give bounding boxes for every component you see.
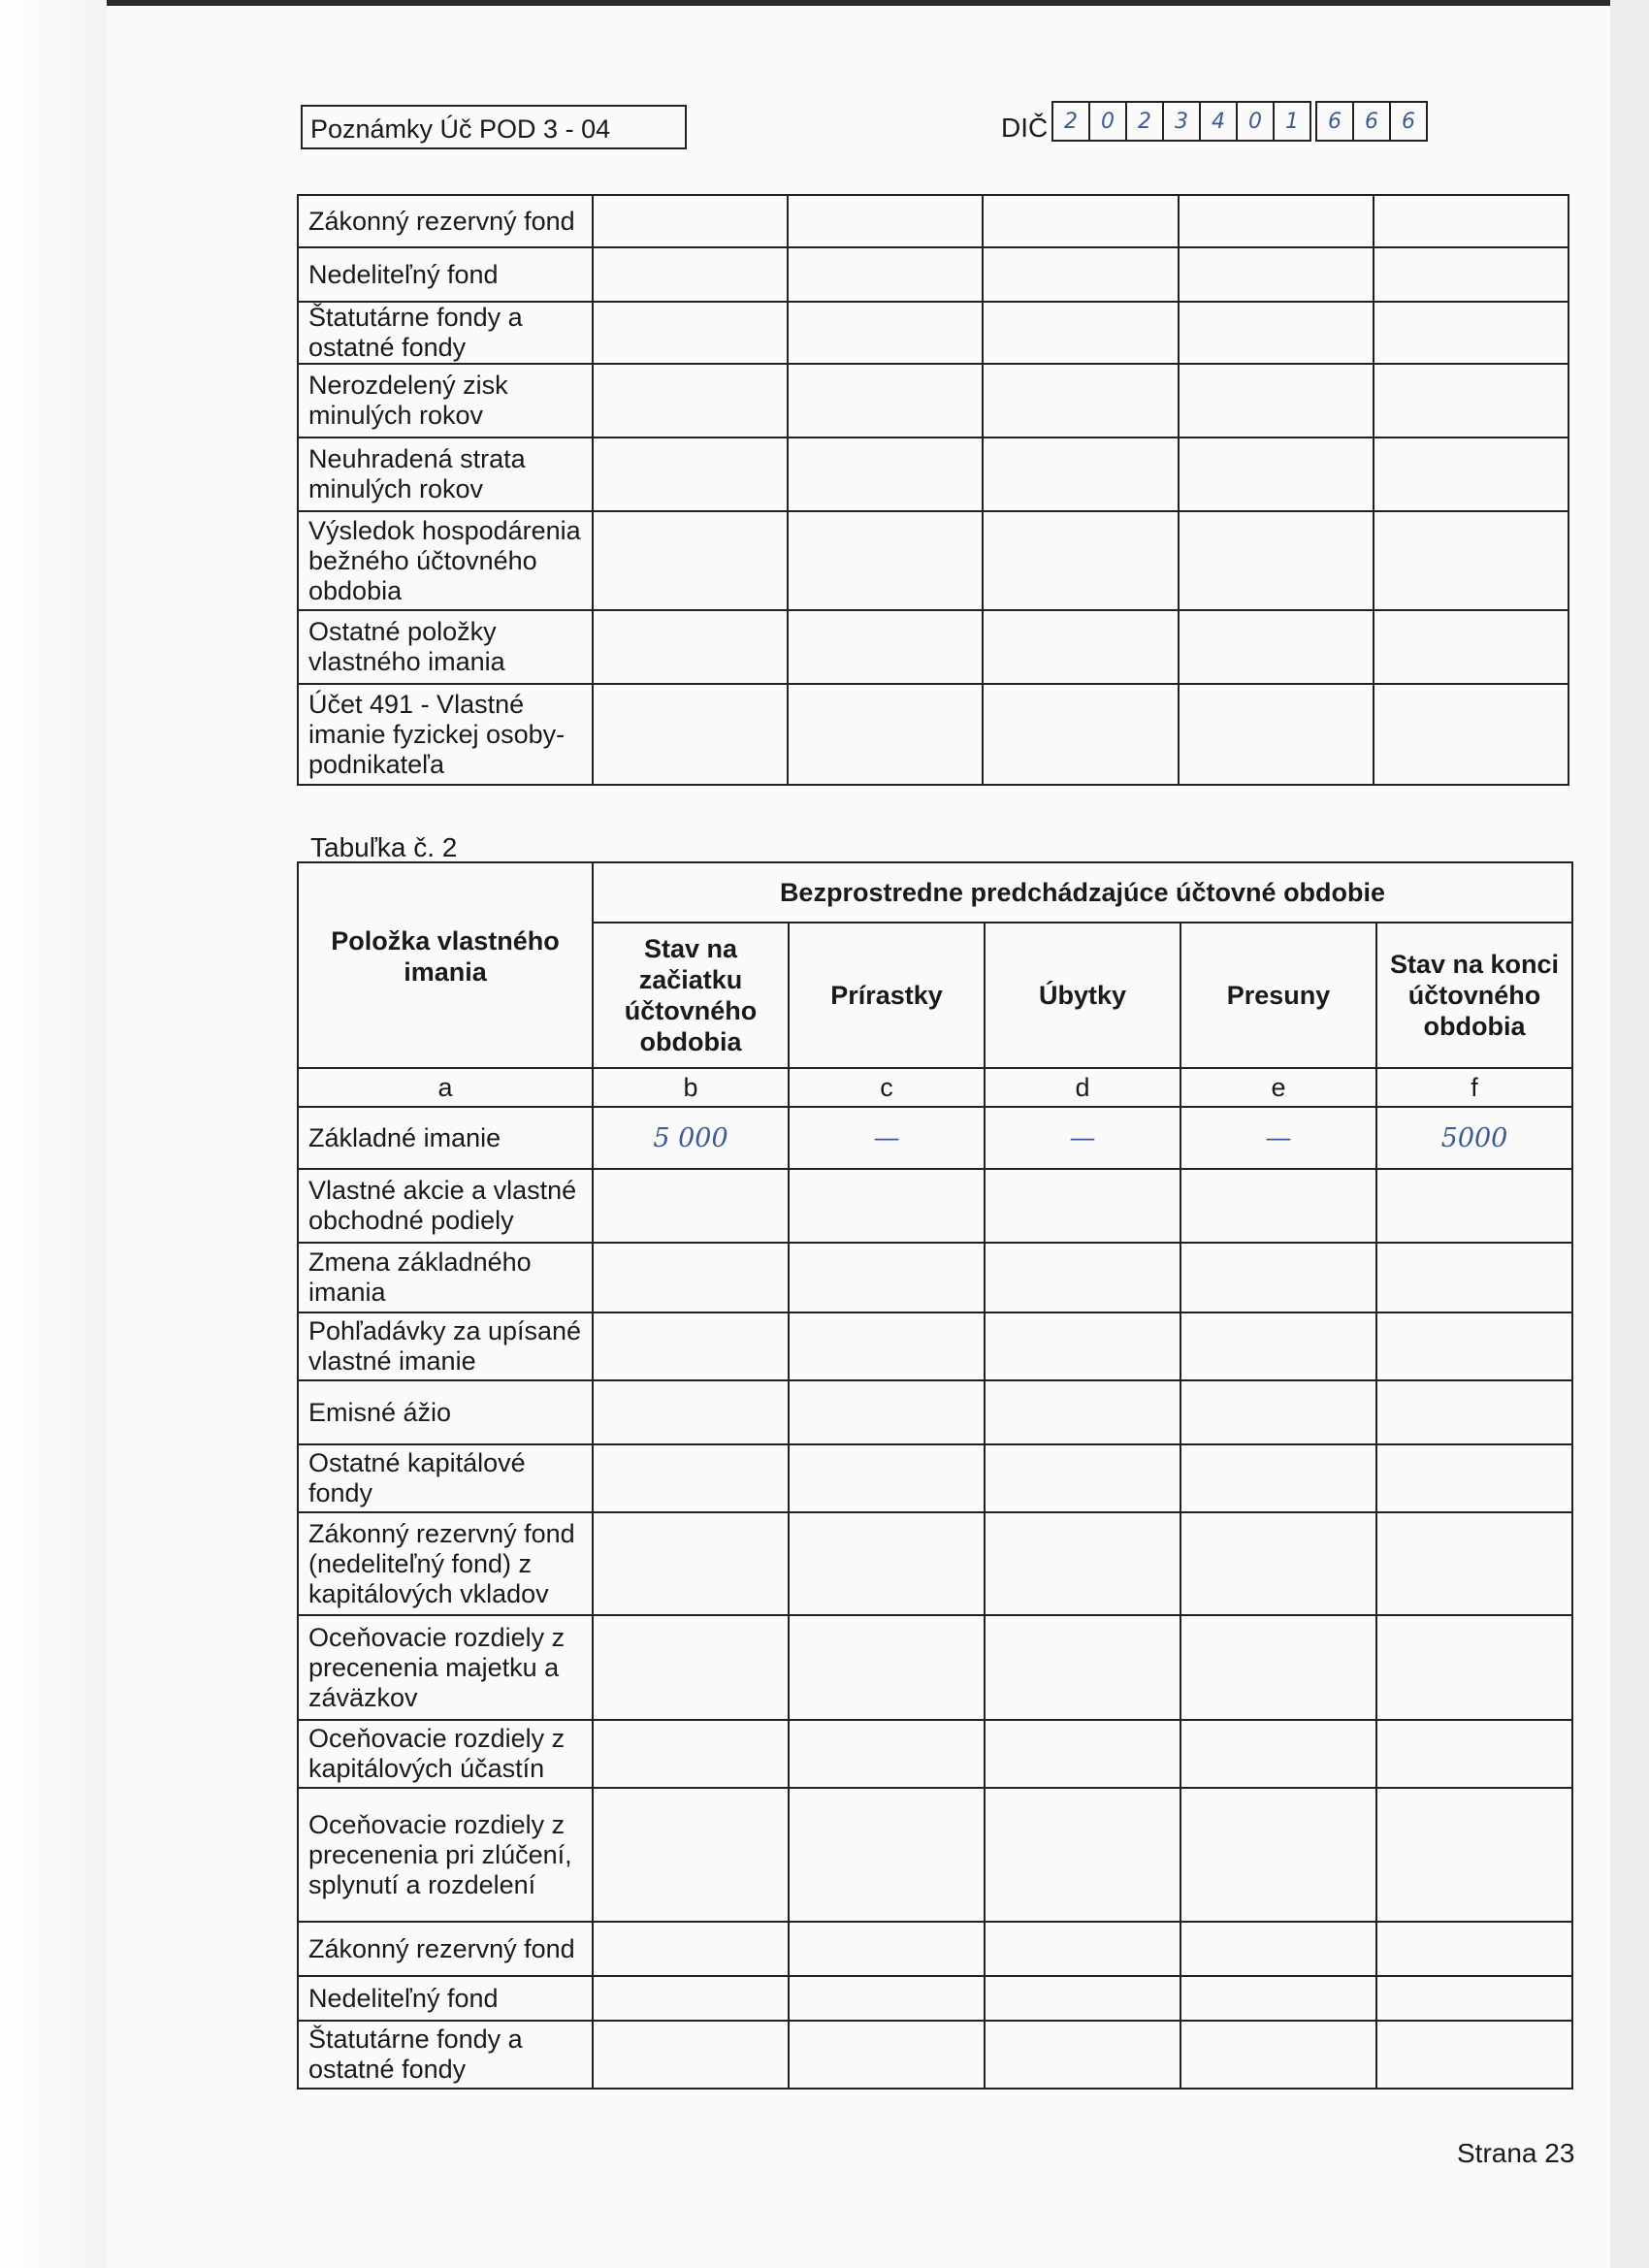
cell[interactable] <box>985 1169 1180 1243</box>
table-row <box>298 1444 1572 1512</box>
table-row <box>298 1976 1572 2021</box>
row-label: Oceňovacie rozdiely z kapitálových účastín <box>298 1720 593 1788</box>
dic-digit: 2 <box>1051 101 1090 142</box>
letters-row <box>298 1068 1572 1107</box>
col-letter: e <box>1180 1068 1376 1107</box>
cell[interactable] <box>788 684 983 785</box>
col-letter: a <box>298 1068 593 1107</box>
col-header-increase: Prírastky <box>789 923 985 1068</box>
col-header-decrease: Úbytky <box>985 923 1180 1068</box>
cell[interactable] <box>1179 610 1374 684</box>
cell[interactable] <box>789 1444 985 1512</box>
cell[interactable] <box>985 1615 1180 1720</box>
cell[interactable] <box>1179 195 1374 247</box>
page-number: Strana 23 <box>1457 2138 1575 2168</box>
dic-digit: 2 <box>1125 101 1164 142</box>
cell[interactable] <box>789 1615 985 1720</box>
table-row <box>298 195 1568 247</box>
row-label: Nerozdelený zisk minulých rokov <box>298 364 593 437</box>
row-label: Vlastné akcie a vlastné obchodné podiely <box>298 1169 593 1243</box>
col-letter: c <box>789 1068 985 1107</box>
cell[interactable] <box>593 1512 789 1615</box>
cell[interactable] <box>1180 1312 1376 1380</box>
cell[interactable] <box>985 1380 1180 1444</box>
cell[interactable] <box>1376 1720 1572 1788</box>
cell[interactable] <box>1180 1788 1376 1922</box>
dic-digit: 6 <box>1315 101 1354 142</box>
cell[interactable] <box>788 247 983 302</box>
cell[interactable] <box>593 302 788 364</box>
col-letter: d <box>985 1068 1180 1107</box>
cell[interactable] <box>1180 1922 1376 1976</box>
cell[interactable] <box>788 610 983 684</box>
cell[interactable] <box>983 511 1178 610</box>
cell[interactable] <box>789 2021 985 2089</box>
table-row <box>298 1169 1572 1243</box>
cell[interactable] <box>1376 1615 1572 1720</box>
handwritten-value[interactable]: — <box>1180 1107 1376 1169</box>
cell[interactable] <box>1376 1169 1572 1243</box>
row-label: Zmena základného imania <box>298 1243 593 1312</box>
table-row <box>298 2021 1572 2089</box>
col-header-transfer: Presuny <box>1180 923 1376 1068</box>
row-label: Nedeliteľný fond <box>298 247 593 302</box>
scan-top-edge <box>0 0 1649 6</box>
dic-digit: 1 <box>1273 101 1311 142</box>
dic-label: DIČ <box>1001 113 1049 143</box>
cell[interactable] <box>593 610 788 684</box>
cell[interactable] <box>1376 1380 1572 1444</box>
cell[interactable] <box>593 1922 789 1976</box>
cell[interactable] <box>1374 195 1568 247</box>
row-label: Základné imanie <box>298 1107 593 1169</box>
cell[interactable] <box>1374 511 1568 610</box>
col-header-start: Stav na začiatku účtovného obdobia <box>593 923 789 1068</box>
cell[interactable] <box>1376 1922 1572 1976</box>
cell[interactable] <box>1374 302 1568 364</box>
row-label: Nedeliteľný fond <box>298 1976 593 2021</box>
cell[interactable] <box>1180 1380 1376 1444</box>
section-title: Poznámky Úč POD 3 - 04 <box>301 105 687 149</box>
cell[interactable] <box>1374 247 1568 302</box>
cell[interactable] <box>985 1788 1180 1922</box>
dic-digit: 4 <box>1199 101 1238 142</box>
header-row <box>298 862 1572 923</box>
table-row <box>298 364 1568 437</box>
cell[interactable] <box>1376 1312 1572 1380</box>
scan-left-margin <box>0 0 107 2268</box>
cell[interactable] <box>1179 437 1374 511</box>
cell[interactable] <box>1374 610 1568 684</box>
cell[interactable] <box>1180 1615 1376 1720</box>
cell[interactable] <box>983 364 1178 437</box>
dic-digit: 6 <box>1352 101 1391 142</box>
cell[interactable] <box>593 1243 789 1312</box>
table-row <box>298 1922 1572 1976</box>
row-label: Neuhradená strata minulých rokov <box>298 437 593 511</box>
cell[interactable] <box>593 511 788 610</box>
cell[interactable] <box>1376 1512 1572 1615</box>
cell[interactable] <box>1376 1976 1572 2021</box>
row-label: Emisné ážio <box>298 1380 593 1444</box>
table-row <box>298 437 1568 511</box>
cell[interactable] <box>985 1243 1180 1312</box>
row-label: Pohľadávky za upísané vlastné imanie <box>298 1312 593 1380</box>
handwritten-value[interactable]: 5000 <box>1376 1107 1572 1169</box>
row-label: Zákonný rezervný fond <box>298 195 593 247</box>
cell[interactable] <box>593 1976 789 2021</box>
table-row <box>298 1107 1572 1169</box>
cell[interactable] <box>593 1720 789 1788</box>
table-row <box>298 1243 1572 1312</box>
cell[interactable] <box>1180 1720 1376 1788</box>
cell[interactable] <box>593 1615 789 1720</box>
cell[interactable] <box>593 684 788 785</box>
cell[interactable] <box>593 247 788 302</box>
table-row <box>298 1512 1572 1615</box>
cell[interactable] <box>789 1512 985 1615</box>
handwritten-value[interactable]: — <box>985 1107 1180 1169</box>
col-header-item: Položka vlastného imania <box>298 862 593 1068</box>
cell[interactable] <box>1374 364 1568 437</box>
row-label: Štatutárne fondy a ostatné fondy <box>298 2021 593 2089</box>
cell[interactable] <box>983 247 1178 302</box>
table-row <box>298 302 1568 364</box>
cell[interactable] <box>593 2021 789 2089</box>
cell[interactable] <box>1179 364 1374 437</box>
table-row <box>298 1788 1572 1922</box>
cell[interactable] <box>789 1169 985 1243</box>
cell[interactable] <box>983 302 1178 364</box>
cell[interactable] <box>788 511 983 610</box>
col-header-end: Stav na konci účtovného obdobia <box>1376 923 1572 1068</box>
table-row <box>298 610 1568 684</box>
cell[interactable] <box>985 1444 1180 1512</box>
cell[interactable] <box>1376 1444 1572 1512</box>
row-label: Oceňovacie rozdiely z precenenia pri zlúčení, splynutí a rozdelení <box>298 1788 593 1922</box>
table-row <box>298 684 1568 785</box>
cell[interactable] <box>593 1312 789 1380</box>
cell[interactable] <box>1374 684 1568 785</box>
cell[interactable] <box>983 610 1178 684</box>
cell[interactable] <box>985 2021 1180 2089</box>
table-caption: Tabuľka č. 2 <box>310 832 458 862</box>
cell[interactable] <box>789 1976 985 2021</box>
cell[interactable] <box>985 1976 1180 2021</box>
cell[interactable] <box>1180 2021 1376 2089</box>
cell[interactable] <box>985 1512 1180 1615</box>
cell[interactable] <box>983 684 1178 785</box>
cell[interactable] <box>1179 247 1374 302</box>
cell[interactable] <box>788 302 983 364</box>
row-label: Zákonný rezervný fond <box>298 1922 593 1976</box>
row-label: Ostatné položky vlastného imania <box>298 610 593 684</box>
dic-digit: 3 <box>1162 101 1201 142</box>
table-row <box>298 247 1568 302</box>
cell[interactable] <box>983 437 1178 511</box>
cell[interactable] <box>788 364 983 437</box>
cell[interactable] <box>985 1312 1180 1380</box>
cell[interactable] <box>1180 1243 1376 1312</box>
cell[interactable] <box>1179 684 1374 785</box>
cell[interactable] <box>1376 1243 1572 1312</box>
cell[interactable] <box>1179 511 1374 610</box>
table-row <box>298 1615 1572 1720</box>
cell[interactable] <box>593 1788 789 1922</box>
cell[interactable] <box>1180 1444 1376 1512</box>
cell[interactable] <box>983 195 1178 247</box>
cell[interactable] <box>789 1922 985 1976</box>
cell[interactable] <box>593 1444 789 1512</box>
equity-table-previous-period <box>297 861 1573 2090</box>
table-row <box>298 511 1568 610</box>
cell[interactable] <box>789 1788 985 1922</box>
cell[interactable] <box>1180 1976 1376 2021</box>
cell[interactable] <box>1179 302 1374 364</box>
dic-field <box>1051 101 1426 142</box>
cell[interactable] <box>593 437 788 511</box>
cell[interactable] <box>789 1312 985 1380</box>
cell[interactable] <box>789 1380 985 1444</box>
equity-table-continued <box>297 194 1569 786</box>
cell[interactable] <box>789 1720 985 1788</box>
cell[interactable] <box>985 1720 1180 1788</box>
cell[interactable] <box>1180 1169 1376 1243</box>
col-letter: f <box>1376 1068 1572 1107</box>
dic-digit: 0 <box>1088 101 1127 142</box>
row-label: Výsledok hospodárenia bežného účtovného obdobia <box>298 511 593 610</box>
row-label: Účet 491 - Vlastné imanie fyzickej osoby-podnikateľa <box>298 684 593 785</box>
cell[interactable] <box>1376 2021 1572 2089</box>
row-label: Štatutárne fondy a ostatné fondy <box>298 302 593 364</box>
cell[interactable] <box>788 195 983 247</box>
cell[interactable] <box>1374 437 1568 511</box>
handwritten-value[interactable]: 5 000 <box>593 1107 789 1169</box>
cell[interactable] <box>1376 1788 1572 1922</box>
table-row <box>298 1380 1572 1444</box>
cell[interactable] <box>788 437 983 511</box>
col-letter: b <box>593 1068 789 1107</box>
cell[interactable] <box>593 195 788 247</box>
cell[interactable] <box>789 1243 985 1312</box>
cell[interactable] <box>593 1380 789 1444</box>
cell[interactable] <box>1180 1512 1376 1615</box>
row-label: Oceňovacie rozdiely z precenenia majetku a záväzkov <box>298 1615 593 1720</box>
dic-digit: 0 <box>1236 101 1275 142</box>
cell[interactable] <box>593 364 788 437</box>
table-row <box>298 1312 1572 1380</box>
cell[interactable] <box>593 1169 789 1243</box>
table-row <box>298 1720 1572 1788</box>
period-header: Bezprostredne predchádzajúce účtovné obdobie <box>593 862 1572 923</box>
row-label: Zákonný rezervný fond (nedeliteľný fond) z kapitálových vkladov <box>298 1512 593 1615</box>
row-label: Ostatné kapitálové fondy <box>298 1444 593 1512</box>
dic-digit: 6 <box>1389 101 1428 142</box>
scan-right-margin <box>1610 0 1649 2268</box>
handwritten-value[interactable]: — <box>789 1107 985 1169</box>
cell[interactable] <box>985 1922 1180 1976</box>
